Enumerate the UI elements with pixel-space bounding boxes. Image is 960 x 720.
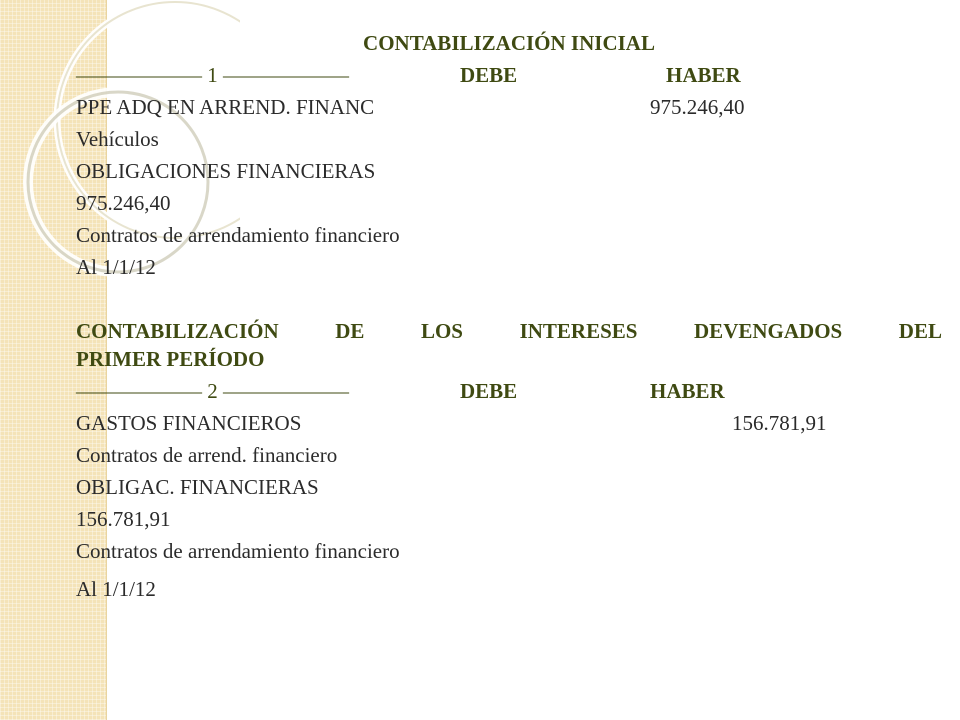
entry2-haber-label: HABER [650, 379, 725, 403]
entry1-debit-amount: 975.246,40 [650, 95, 745, 119]
entry2-title-line1 [76, 318, 942, 344]
entry1-debit-account: PPE ADQ EN ARREND. FINANC [76, 95, 375, 119]
entry2-credit-account: OBLIGAC. FINANCIERAS [76, 475, 319, 499]
entry1-haber-label: HABER [666, 63, 741, 87]
entry2-debit-account: GASTOS FINANCIEROS [76, 411, 302, 435]
entry2-title-word: DE [335, 319, 365, 343]
entry1-debe-label: DEBE [460, 63, 518, 87]
entry2-title-line2: PRIMER PERÍODO [76, 347, 265, 371]
entry2-debe-label: DEBE [460, 379, 518, 403]
entry2-title-word: CONTABILIZACIÓN [76, 319, 279, 343]
entry2-credit-amount: 156.781,91 [76, 507, 171, 531]
entry2-debit-amount: 156.781,91 [732, 411, 827, 435]
entry2-title-word: DEL [898, 319, 942, 343]
entry2-title-word: INTERESES [519, 319, 638, 343]
entry1-title: CONTABILIZACIÓN INICIAL [363, 31, 655, 55]
entry2-date: Al 1/1/12 [76, 577, 156, 601]
entry2-debit-detail: Contratos de arrend. financiero [76, 443, 338, 467]
entry1-credit-account: OBLIGACIONES FINANCIERAS [76, 159, 376, 183]
entry2-title-word: DEVENGADOS [694, 319, 843, 343]
entry2-title-word: LOS [420, 319, 463, 343]
entry2-credit-detail: Contratos de arrendamiento financiero [76, 539, 400, 563]
entry1-credit-amount: 975.246,40 [76, 191, 171, 215]
entry1-credit-detail: Contratos de arrendamiento financiero [76, 223, 400, 247]
entry1-date: Al 1/1/12 [76, 255, 156, 279]
entry1-debit-detail: Vehículos [76, 127, 159, 151]
entry2-header-number: —————— 2 —————— [76, 379, 349, 403]
entry1-header-number: —————— 1 —————— [76, 63, 349, 87]
